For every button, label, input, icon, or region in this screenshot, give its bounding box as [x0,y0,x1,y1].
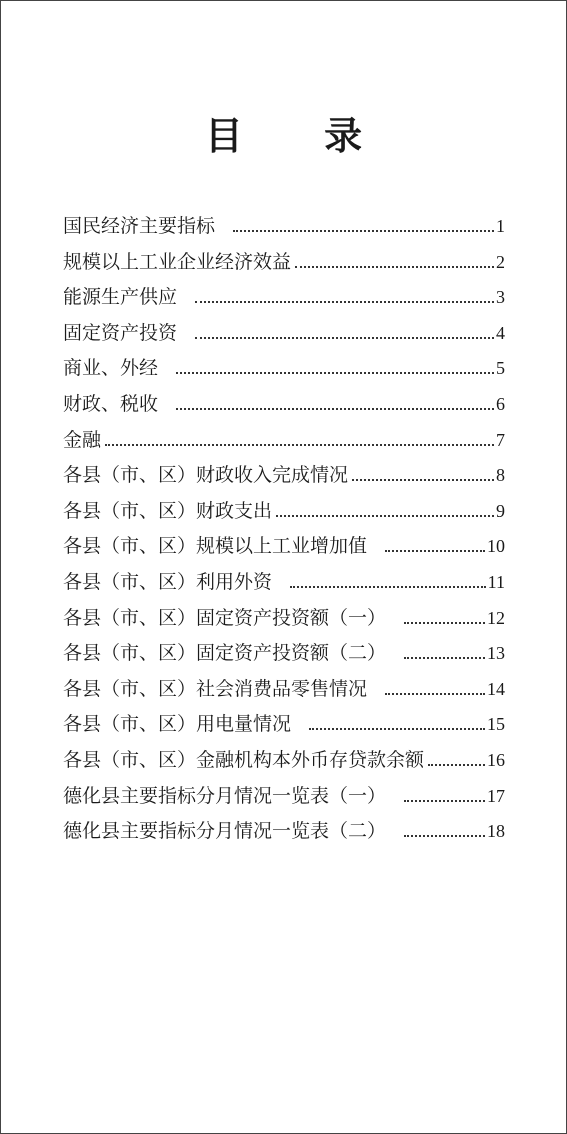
toc-entry-page-number: 17 [487,785,505,806]
toc-entry[interactable] [63,709,505,745]
toc-entry-title: 金融 [63,428,102,451]
table-of-contents [63,211,505,852]
toc-entry[interactable] [63,318,505,354]
toc-entry-page-number: 18 [487,821,505,842]
toc-entry-title: 固定资产投资 [63,321,178,344]
toc-entry[interactable] [63,603,505,639]
toc-dot-leader [233,230,494,232]
toc-entry[interactable] [63,460,505,496]
toc-entry[interactable] [63,531,505,567]
toc-entry-page-number: 6 [496,393,505,414]
toc-entry-page-number: 16 [487,749,505,770]
page-title: 目 录 [204,114,397,158]
toc-dot-leader [404,622,485,624]
toc-entry-title: 德化县主要指标分月情况一览表（一） [63,784,387,807]
toc-dot-leader [276,515,494,517]
toc-dot-leader [404,835,485,837]
toc-entry[interactable] [63,745,505,781]
toc-dot-leader [295,266,494,268]
toc-entry-page-number: 15 [487,714,505,735]
toc-entry-title: 国民经济主要指标 [63,215,216,237]
toc-entry-page-number: 3 [496,287,505,308]
toc-entry[interactable] [63,282,505,318]
toc-entry-page-number: 10 [487,536,505,557]
toc-entry-title: 各县（市、区）固定资产投资额（一） [63,606,387,629]
toc-entry-title: 规模以上工业企业经济效益 [63,250,292,273]
toc-entry[interactable] [63,638,505,674]
toc-entry-title: 各县（市、区）财政收入完成情况 [63,464,349,487]
toc-entry-title: 能源生产供应 [63,286,178,309]
toc-entry-title: 财政、税收 [63,392,159,415]
toc-entry[interactable] [63,353,505,389]
toc-dot-leader [404,657,485,659]
toc-entry-title: 各县（市、区）固定资产投资额（二） [63,642,387,665]
toc-entry-page-number: 2 [496,251,505,272]
toc-entry[interactable] [63,674,505,710]
toc-entry-page-number: 11 [487,571,505,592]
toc-entry-page-number: 1 [496,216,505,236]
toc-dot-leader [404,800,485,802]
toc-entry-page-number: 7 [496,429,505,450]
toc-dot-leader [195,337,494,339]
toc-entry-title: 各县（市、区）财政支出 [63,499,273,522]
toc-entry[interactable] [63,211,505,247]
toc-entry-page-number: 5 [496,358,505,379]
toc-dot-leader [290,586,486,588]
toc-entry-page-number: 13 [487,643,505,664]
toc-dot-leader [385,693,485,695]
toc-entry-page-number: 9 [496,500,505,521]
toc-entry-title: 各县（市、区）利用外资 [63,570,273,593]
toc-entry-title: 各县（市、区）用电量情况 [63,713,292,736]
toc-dot-leader [105,444,494,446]
toc-dot-leader [309,728,485,730]
toc-entry-title: 商业、外经 [63,357,159,380]
toc-entry-page-number: 4 [496,322,505,343]
toc-entry[interactable] [63,781,505,817]
toc-entry[interactable] [63,496,505,532]
toc-dot-leader [176,408,494,410]
toc-entry-title: 德化县主要指标分月情况一览表（二） [63,820,387,843]
toc-entry-page-number: 12 [487,607,505,628]
toc-dot-leader [176,372,494,374]
toc-entry-page-number: 8 [496,465,505,486]
toc-entry[interactable] [63,247,505,283]
toc-dot-leader [428,764,485,766]
toc-entry[interactable] [63,816,505,852]
toc-dot-leader [352,479,494,481]
toc-dot-leader [195,301,494,303]
toc-entry-title: 各县（市、区）规模以上工业增加值 [63,535,368,558]
toc-entry[interactable] [63,425,505,461]
toc-entry-page-number: 14 [487,678,505,699]
toc-entry-title: 各县（市、区）金融机构本外币存贷款余额 [63,748,425,771]
toc-entry[interactable] [63,567,505,603]
toc-entry-title: 各县（市、区）社会消费品零售情况 [63,677,368,700]
toc-entry[interactable] [63,389,505,425]
toc-dot-leader [385,550,485,552]
